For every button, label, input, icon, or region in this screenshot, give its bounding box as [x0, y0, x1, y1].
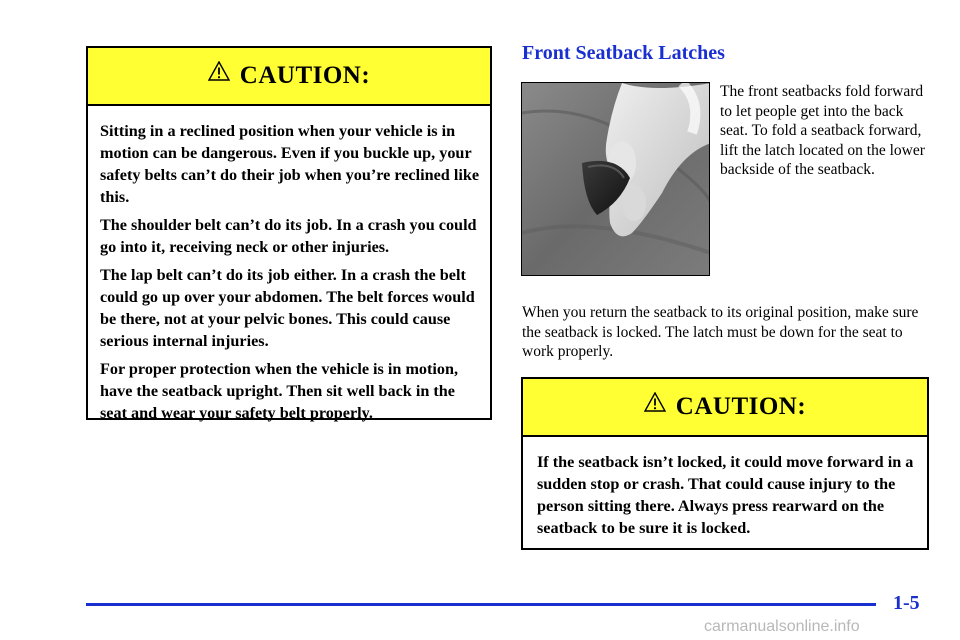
caution-paragraph: For proper protection when the vehicle is in motion, have the seatback upright. Then sit well back in the seat and wear your safety belt properly. [100, 360, 459, 422]
caution-paragraph: Sitting in a reclined position when your vehicle is in motion can be dangerous. Even if you buckle up, your safety belts can’t do their job when you’re reclined like this. [100, 122, 480, 206]
seatback-fold-text: The front seatbacks fold forward to let people get into the back seat. To fold a seatback forward, lift the latch located on the lower backside of the seatback. [720, 83, 925, 178]
caution-paragraph: If the seatback isn’t locked, it could move forward in a sudden stop or crash. That could cause injury to the person sitting there. Always press rearward on the seatback to be sure it is locked. [537, 453, 914, 537]
seatback-latch-illustration [522, 83, 710, 276]
footer-rule [86, 603, 876, 606]
caution-box-reclined-seat [86, 46, 492, 420]
caution-header [88, 48, 490, 106]
caution-paragraph: The lap belt can’t do its job either. In a crash the belt could go up over your abdomen. The belt forces would be there, not at your pelvic bones. This could cause serious internal injuries. [100, 266, 475, 350]
warning-triangle-icon [644, 392, 666, 412]
section-heading: Front Seatback Latches [522, 42, 725, 64]
page-number: 1-5 [893, 592, 920, 614]
caution-body [523, 437, 927, 539]
caution-body [88, 106, 490, 424]
caution-header [523, 379, 927, 437]
caution-title: CAUTION: [675, 393, 807, 420]
caution-paragraph: The shoulder belt can’t do its job. In a crash you could go into it, receiving neck or other injuries. [100, 216, 477, 256]
seatback-return-text: When you return the seatback to its original position, make sure the seatback is locked. The latch must be down for the seat to work properly. [522, 304, 919, 360]
caution-box-seatback-lock [521, 377, 929, 550]
watermark: carmanualsonline.info [704, 618, 860, 635]
caution-title: CAUTION: [239, 62, 371, 89]
seatback-latch-photo [521, 82, 710, 276]
warning-triangle-icon [208, 61, 230, 81]
